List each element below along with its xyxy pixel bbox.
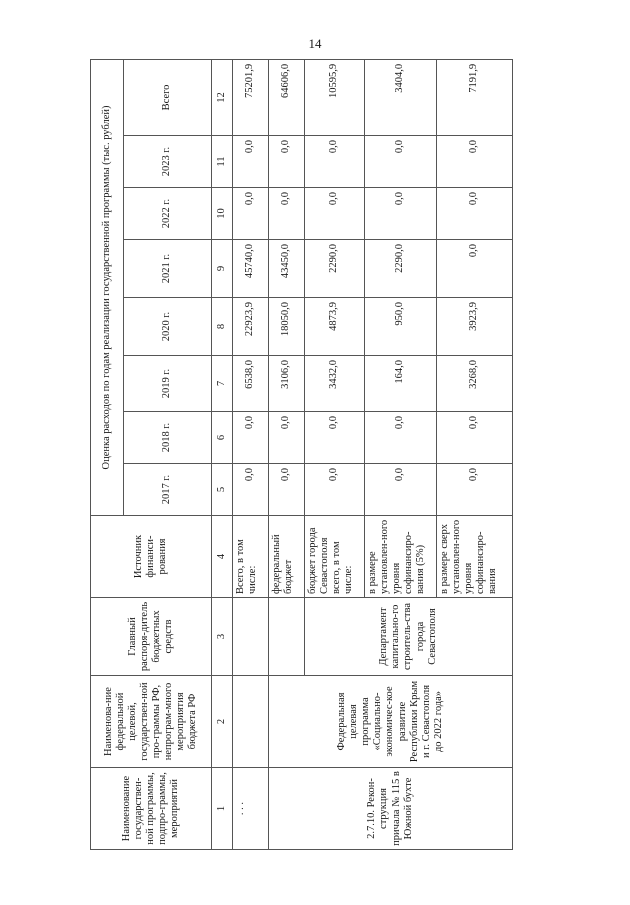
header-col1: Наименование государствен-ной программы, подпро-граммы, мероприятий	[91, 768, 212, 850]
column-number: 11	[212, 136, 233, 188]
value-cell: 3106,0	[269, 356, 305, 412]
column-number: 2	[212, 676, 233, 768]
page-number: 14	[308, 36, 322, 51]
value-cell: 0,0	[437, 136, 513, 188]
header-year: 2018 г.	[124, 412, 212, 464]
value-cell: 3923,9	[437, 298, 513, 356]
value-cell: 45740,0	[233, 240, 269, 298]
value-cell: 10595,9	[305, 59, 365, 135]
program-name-cell: Федеральная целевая программа «Социально-экономичес-кое развитие Республики Крым и г. Севастополя до 2022 года»	[269, 676, 513, 768]
value-cell: 0,0	[269, 136, 305, 188]
column-number-row	[212, 59, 233, 849]
header-year: 2020 г.	[124, 298, 212, 356]
value-cell: 0,0	[365, 188, 437, 240]
value-cell: 0,0	[437, 464, 513, 516]
table-row	[269, 59, 305, 849]
value-cell: 75201,9	[233, 59, 269, 135]
value-cell: 64606,0	[269, 59, 305, 135]
value-cell: 2290,0	[365, 240, 437, 298]
value-cell: 0,0	[365, 412, 437, 464]
value-cell: 0,0	[305, 464, 365, 516]
header-col2: Наименова-ние федеральной целевой, государствен-ной про-граммы РФ, непрограм-много мероприятия бюджета РФ	[91, 676, 212, 768]
row-marker: . . .	[233, 768, 269, 850]
value-cell: 3268,0	[437, 356, 513, 412]
header-year: 2023 г.	[124, 136, 212, 188]
header-group: Оценка расходов по годам реализации государственной программы (тыс. рублей)	[91, 59, 124, 515]
column-number: 7	[212, 356, 233, 412]
value-cell: 0,0	[269, 188, 305, 240]
value-cell: 43450,0	[269, 240, 305, 298]
header-year: 2021 г.	[124, 240, 212, 298]
value-cell: 2290,0	[305, 240, 365, 298]
header-row	[91, 59, 124, 849]
value-cell: 0,0	[437, 240, 513, 298]
budget-table-rotated	[90, 60, 555, 850]
item-name-cell: 2.7.10. Рекон-струкция причала № 115 в Южной бухте	[269, 768, 513, 850]
header-year: 2022 г.	[124, 188, 212, 240]
column-number: 3	[212, 598, 233, 676]
value-cell: 6538,0	[233, 356, 269, 412]
manager-cell-empty	[233, 598, 269, 676]
header-year: 2017 г.	[124, 464, 212, 516]
value-cell: 0,0	[305, 412, 365, 464]
value-cell: 0,0	[437, 188, 513, 240]
program-cell-empty	[233, 676, 269, 768]
table-row	[233, 59, 269, 849]
column-number: 10	[212, 188, 233, 240]
value-cell: 0,0	[233, 412, 269, 464]
column-number: 6	[212, 412, 233, 464]
value-cell: 0,0	[269, 464, 305, 516]
manager-cell-empty	[269, 598, 305, 676]
value-cell: 0,0	[305, 188, 365, 240]
column-number: 9	[212, 240, 233, 298]
column-number: 1	[212, 768, 233, 850]
header-col3: Главный распоря-дитель бюджетных средств	[91, 598, 212, 676]
value-cell: 0,0	[233, 188, 269, 240]
value-cell: 950,0	[365, 298, 437, 356]
value-cell: 7191,9	[437, 59, 513, 135]
column-number: 8	[212, 298, 233, 356]
header-col4: Источник финанси-рования	[91, 516, 212, 598]
value-cell: 3404,0	[365, 59, 437, 135]
value-cell: 0,0	[233, 464, 269, 516]
value-cell: 0,0	[437, 412, 513, 464]
value-cell: 0,0	[233, 136, 269, 188]
column-number: 5	[212, 464, 233, 516]
source-cell: федеральный бюджет	[269, 516, 305, 598]
value-cell: 22923,9	[233, 298, 269, 356]
source-cell: в размере сверх установлен-ного уровня софинансиро-вания	[437, 516, 513, 598]
value-cell: 0,0	[269, 412, 305, 464]
source-cell: Всего, в том числе:	[233, 516, 269, 598]
value-cell: 0,0	[365, 136, 437, 188]
header-total: Всего	[124, 59, 212, 135]
value-cell: 18050,0	[269, 298, 305, 356]
source-cell: в размере установлен-ного уровня софинансиро-вания (5%)	[365, 516, 437, 598]
source-cell: бюджет города Севастополя всего, в том числе:	[305, 516, 365, 598]
budget-table	[90, 59, 513, 850]
value-cell: 164,0	[365, 356, 437, 412]
column-number: 12	[212, 59, 233, 135]
manager-cell: Департамент капитально-го строитель-ства города Севастополя	[305, 598, 513, 676]
value-cell: 0,0	[365, 464, 437, 516]
column-number: 4	[212, 516, 233, 598]
value-cell: 3432,0	[305, 356, 365, 412]
value-cell: 0,0	[305, 136, 365, 188]
header-year: 2019 г.	[124, 356, 212, 412]
value-cell: 4873,9	[305, 298, 365, 356]
